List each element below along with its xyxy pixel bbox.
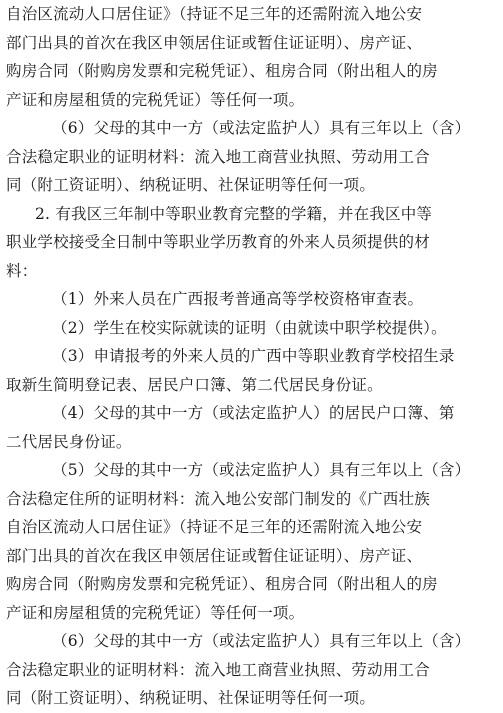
text-line: 同（附工资证明）、纳税证明、社保证明等任何一项。 xyxy=(6,689,376,707)
text-line: 购房合同（附购房发票和完税凭证）、租房合同（附出租人的房 xyxy=(6,575,438,593)
text-line: 2. 有我区三年制中等职业教育完整的学籍，并在我区中等 xyxy=(35,204,433,223)
text-line: （6）父母的其中一方（或法定监护人）具有三年以上（含） xyxy=(52,119,471,137)
text-line: 产证和房屋租赁的完税凭证）等任何一项。 xyxy=(6,603,305,622)
text-line: 合法稳定职业的证明材料：流入地工商营业执照、劳动用工合 xyxy=(6,147,430,166)
text-line: 合法稳定住所的证明材料：流入地公安部门制发的《广西壮族 xyxy=(6,489,430,508)
text-line: 合法稳定职业的证明材料：流入地工商营业执照、劳动用工合 xyxy=(6,660,430,679)
text-line: （5）父母的其中一方（或法定监护人）具有三年以上（含） xyxy=(52,461,471,479)
text-line: 同（附工资证明）、纳税证明、社保证明等任何一项。 xyxy=(6,176,376,194)
document-body xyxy=(6,0,500,713)
text-line: （6）父母的其中一方（或法定监护人）具有三年以上（含） xyxy=(52,632,471,650)
text-line: （4）父母的其中一方（或法定监护人）的居民户口簿、第 xyxy=(52,404,455,422)
text-line: 产证和房屋租赁的完税凭证）等任何一项。 xyxy=(6,90,305,109)
text-line: 职业学校接受全日制中等职业学历教育的外来人员须提供的材 xyxy=(6,233,430,251)
text-line: 取新生简明登记表、居民户口簿、第二代居民身份证。 xyxy=(6,375,383,394)
text-line: 二代居民身份证。 xyxy=(6,432,132,451)
text-line: （3）申请报考的外来人员的广西中等职业教育学校招生录 xyxy=(52,347,455,365)
text-line: 料： xyxy=(6,261,38,280)
text-line: 购房合同（附购房发票和完税凭证）、租房合同（附出租人的房 xyxy=(6,62,438,80)
text-line: （2）学生在校实际就读的证明（由就读中职学校提供）。 xyxy=(52,318,447,337)
text-line: 自治区流动人口居住证》（持证不足三年的还需附流入地公安 xyxy=(6,5,423,23)
text-line: 部门出具的首次在我区申领居住证或暂住证证明）、房产证、 xyxy=(6,33,423,52)
text-line: 自治区流动人口居住证》（持证不足三年的还需附流入地公安 xyxy=(6,518,423,536)
text-line: （1）外来人员在广西报考普通高等学校资格审查表。 xyxy=(52,290,424,308)
text-line: 部门出具的首次在我区申领居住证或暂住证证明）、房产证、 xyxy=(6,546,423,565)
